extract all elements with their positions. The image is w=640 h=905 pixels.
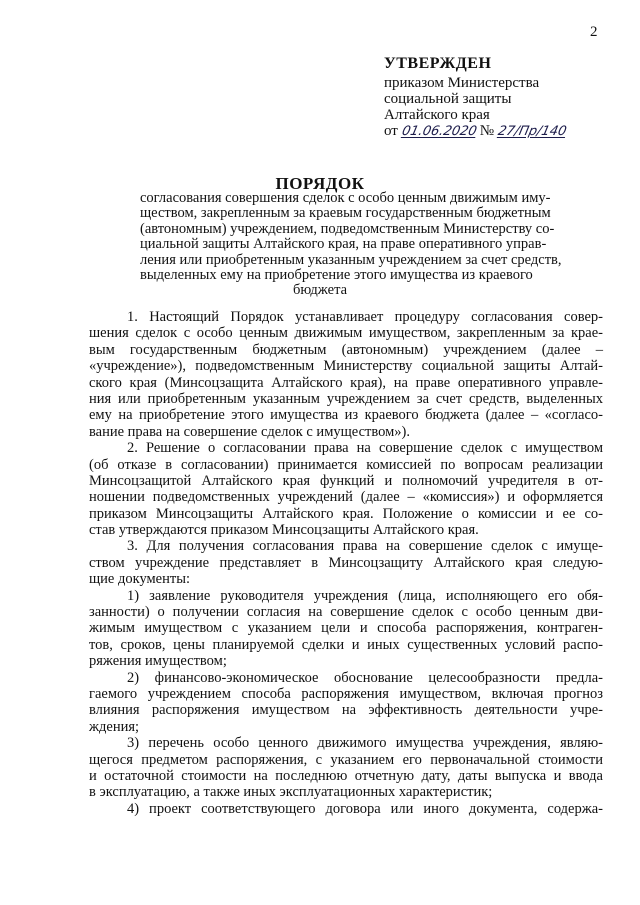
approval-line-3: Алтайского края — [384, 107, 490, 123]
approval-line-2: социальной защиты — [384, 91, 512, 107]
subtitle-line: ления или приобретенным указанным учреждением за счет средств, — [140, 251, 562, 268]
number-prefix: № — [479, 123, 495, 139]
approval-line-1: приказом Министерства — [384, 75, 540, 91]
body-line: жимым имуществом с указанием цели и способа распоряжения, контраген- — [89, 620, 603, 637]
approval-date-line — [384, 123, 566, 140]
body-line: 2) финансово-экономическое обоснование целесообразности предла- — [127, 669, 603, 686]
body-line: гаемого учреждением способа распоряжения имуществом, включая прогноз — [89, 685, 603, 702]
body-line: вание права на совершение сделок с имуществом»). — [89, 423, 410, 440]
body-line: ему на приобретение этого имущества из краевого бюджета (далее – «согласо- — [89, 407, 603, 424]
body-line: 1. Настоящий Порядок устанавливает процедуру согласования совер- — [127, 309, 603, 325]
body-line: 1) заявление руководителя учреждения (лица, исполняющего его обя- — [127, 587, 603, 604]
handwritten-number: 27/Пр/140 — [496, 124, 568, 139]
body-line: 2. Решение о согласовании права на совершение сделок с имуществом — [127, 440, 603, 457]
date-prefix: от — [384, 123, 398, 139]
body-line: ством учреждение представляет в Минсоцзащиту Алтайского края следую- — [89, 554, 603, 571]
body-line: ского края (Минсоцзащита Алтайского края), на праве оперативного управле- — [89, 374, 603, 391]
body-line: ношении подведомственных учреждений (далее – «комиссия») и оформляется — [89, 489, 603, 506]
approval-heading: УТВЕРЖДЕН — [384, 55, 492, 72]
document-subtitle — [140, 190, 562, 299]
handwritten-date: 01.06.2020 — [400, 124, 478, 139]
body-line: став утверждаются приказом Минсоцзащиты Алтайского края. — [89, 522, 479, 539]
page-number: 2 — [590, 24, 598, 40]
subtitle-line: ществом, закрепленным за краевым государственным бюджетным — [140, 205, 551, 222]
body-line: вым государственным бюджетным (автономным) учреждением (далее – — [89, 341, 603, 358]
document-body — [89, 309, 603, 817]
subtitle-line: циальной защиты Алтайского края, на праве оперативного управ- — [140, 236, 547, 253]
body-line: в эксплуатацию, а также иных эксплуатационных характеристик; — [89, 784, 493, 801]
subtitle-line: выделенных ему на приобретение этого имущества из краевого — [140, 267, 533, 284]
body-line: шения сделок с особо ценным движимым имуществом, закрепленным за крае- — [89, 325, 603, 342]
subtitle-line: (автономным) учреждением, подведомственным Министерству со- — [140, 220, 555, 237]
body-line: приказом Минсоцзащиты Алтайского края. Положение о комиссии и ее со- — [89, 505, 603, 522]
body-line: 3. Для получения согласования права на совершение сделок с имуще- — [127, 538, 603, 555]
body-line: 3) перечень особо ценного движимого имущества учреждения, являю- — [127, 735, 603, 752]
subtitle-line: согласования совершения сделок с особо ценным движимым иму- — [140, 190, 551, 206]
body-line: 4) проект соответствующего договора или иного документа, содержа- — [127, 800, 603, 817]
body-line: «учреждение»), подведомственным Министерству социальной защиты Алтай- — [89, 358, 603, 375]
approval-stamp — [384, 56, 566, 140]
body-line: и остаточной стоимости на последнюю отчетную дату, даты выпуска и ввода — [89, 767, 603, 784]
body-line: щегося предметом распоряжения, с указанием его первоначальной стоимости — [89, 751, 603, 768]
body-line: тов, сроков, цены планируемой сделки и иных существенных условий распо- — [89, 636, 603, 653]
body-line: щие документы: — [89, 571, 190, 588]
body-line: (об отказе в согласовании) принимается комиссией по вопросам реализации — [89, 456, 603, 473]
body-line: влияния распоряжения имуществом на эффективность деятельности учре- — [89, 702, 603, 719]
body-line: ния или приобретенным указанным учреждением за счет средств, выделенных — [89, 390, 603, 407]
body-line: Минсоцзащитой Алтайского края функций и полномочий учредителя в от- — [89, 472, 603, 489]
body-line: занности) о получении согласия на совершение сделок с особо ценным дви- — [89, 604, 603, 621]
body-line: ждения; — [89, 718, 140, 735]
document-title: ПОРЯДОК — [275, 174, 365, 193]
subtitle-line: бюджета — [292, 282, 348, 299]
body-line: ряжения имуществом; — [89, 653, 227, 670]
